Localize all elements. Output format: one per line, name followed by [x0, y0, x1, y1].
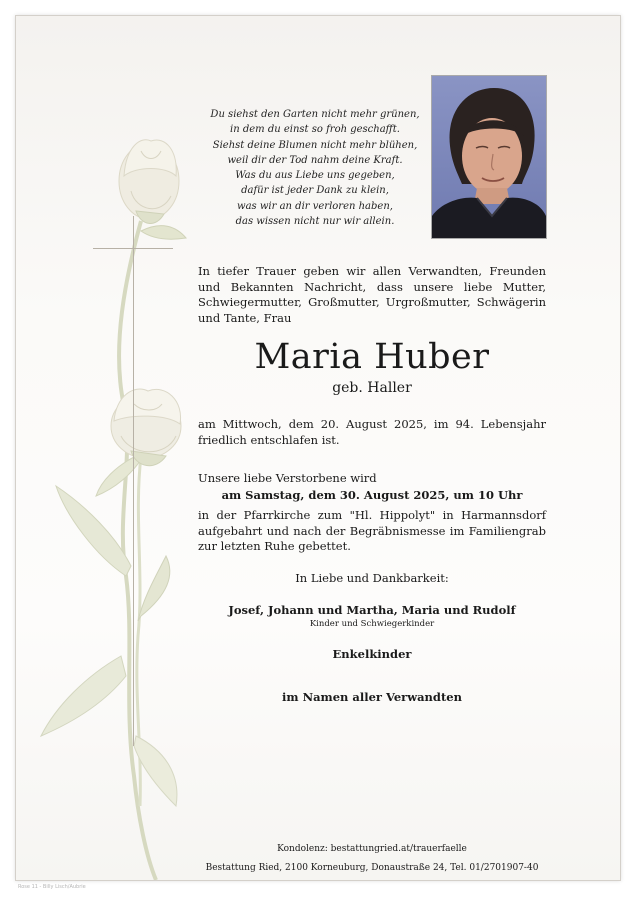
funeral-intro: Unsere liebe Verstorbene wird: [198, 471, 377, 485]
funeral-place: in der Pfarrkirche zum "Hl. Hippolyt" in Harmannsdorf aufgebahrt und nach der Begräbnismesse im Familiengrab zur letzten Ruhe gebettet.: [198, 508, 546, 553]
mourners-relation: Kinder und Schwiegerkinder: [309, 619, 435, 629]
grandchildren-line: Enkelkinder: [332, 647, 412, 661]
condolence-link[interactable]: Kondolenz: bestattungried.at/trauerfaelle: [277, 844, 467, 854]
cross-vertical: [133, 216, 134, 746]
poem-line: Was du aus Liebe uns gegeben,: [235, 170, 395, 182]
poem-line: dafür ist jeder Dank zu klein,: [241, 185, 389, 197]
death-notice: am Mittwoch, dem 20. August 2025, im 94. Lebensjahr friedlich entschlafen ist.: [198, 417, 546, 447]
poem-line: weil dir der Tod nahm deine Kraft.: [227, 154, 403, 166]
poem-line: Siehst deine Blumen nicht mehr blühen,: [212, 139, 418, 151]
mourners-names: Josef, Johann und Martha, Maria und Rudolf: [228, 603, 516, 617]
poem-line: Du siehst den Garten nicht mehr grünen,: [210, 109, 420, 120]
funeral-home-info: Bestattung Ried, 2100 Korneuburg, Donaustraße 24, Tel. 01/2701907-40: [205, 863, 539, 873]
announcement-intro: In tiefer Trauer geben wir allen Verwandten, Freunden und Bekannten Nachricht, dass unsere liebe Mutter, Schwiegermutter, Großmutter, Urgroßmutter, Schwägerin und Tante, Frau: [198, 264, 546, 325]
image-credit: Rose 11 - Billy Lisch/Aubrie: [18, 884, 86, 890]
funeral-date: am Samstag, dem 30. August 2025, um 10 Uhr: [221, 488, 523, 502]
deceased-name: Maria Huber: [254, 337, 490, 377]
thanks-line: In Liebe und Dankbarkeit:: [295, 571, 449, 585]
memorial-poem: [190, 107, 440, 229]
poem-line: das wissen nicht nur wir allein.: [235, 216, 395, 228]
portrait-photo: [431, 75, 547, 239]
relatives-line: im Namen aller Verwandten: [282, 690, 462, 704]
cross-horizontal: [93, 248, 173, 249]
poem-line: in dem du einst so froh geschafft.: [230, 124, 400, 136]
poem-line: was wir an dir verloren haben,: [237, 200, 393, 212]
maiden-name: geb. Haller: [332, 380, 412, 396]
